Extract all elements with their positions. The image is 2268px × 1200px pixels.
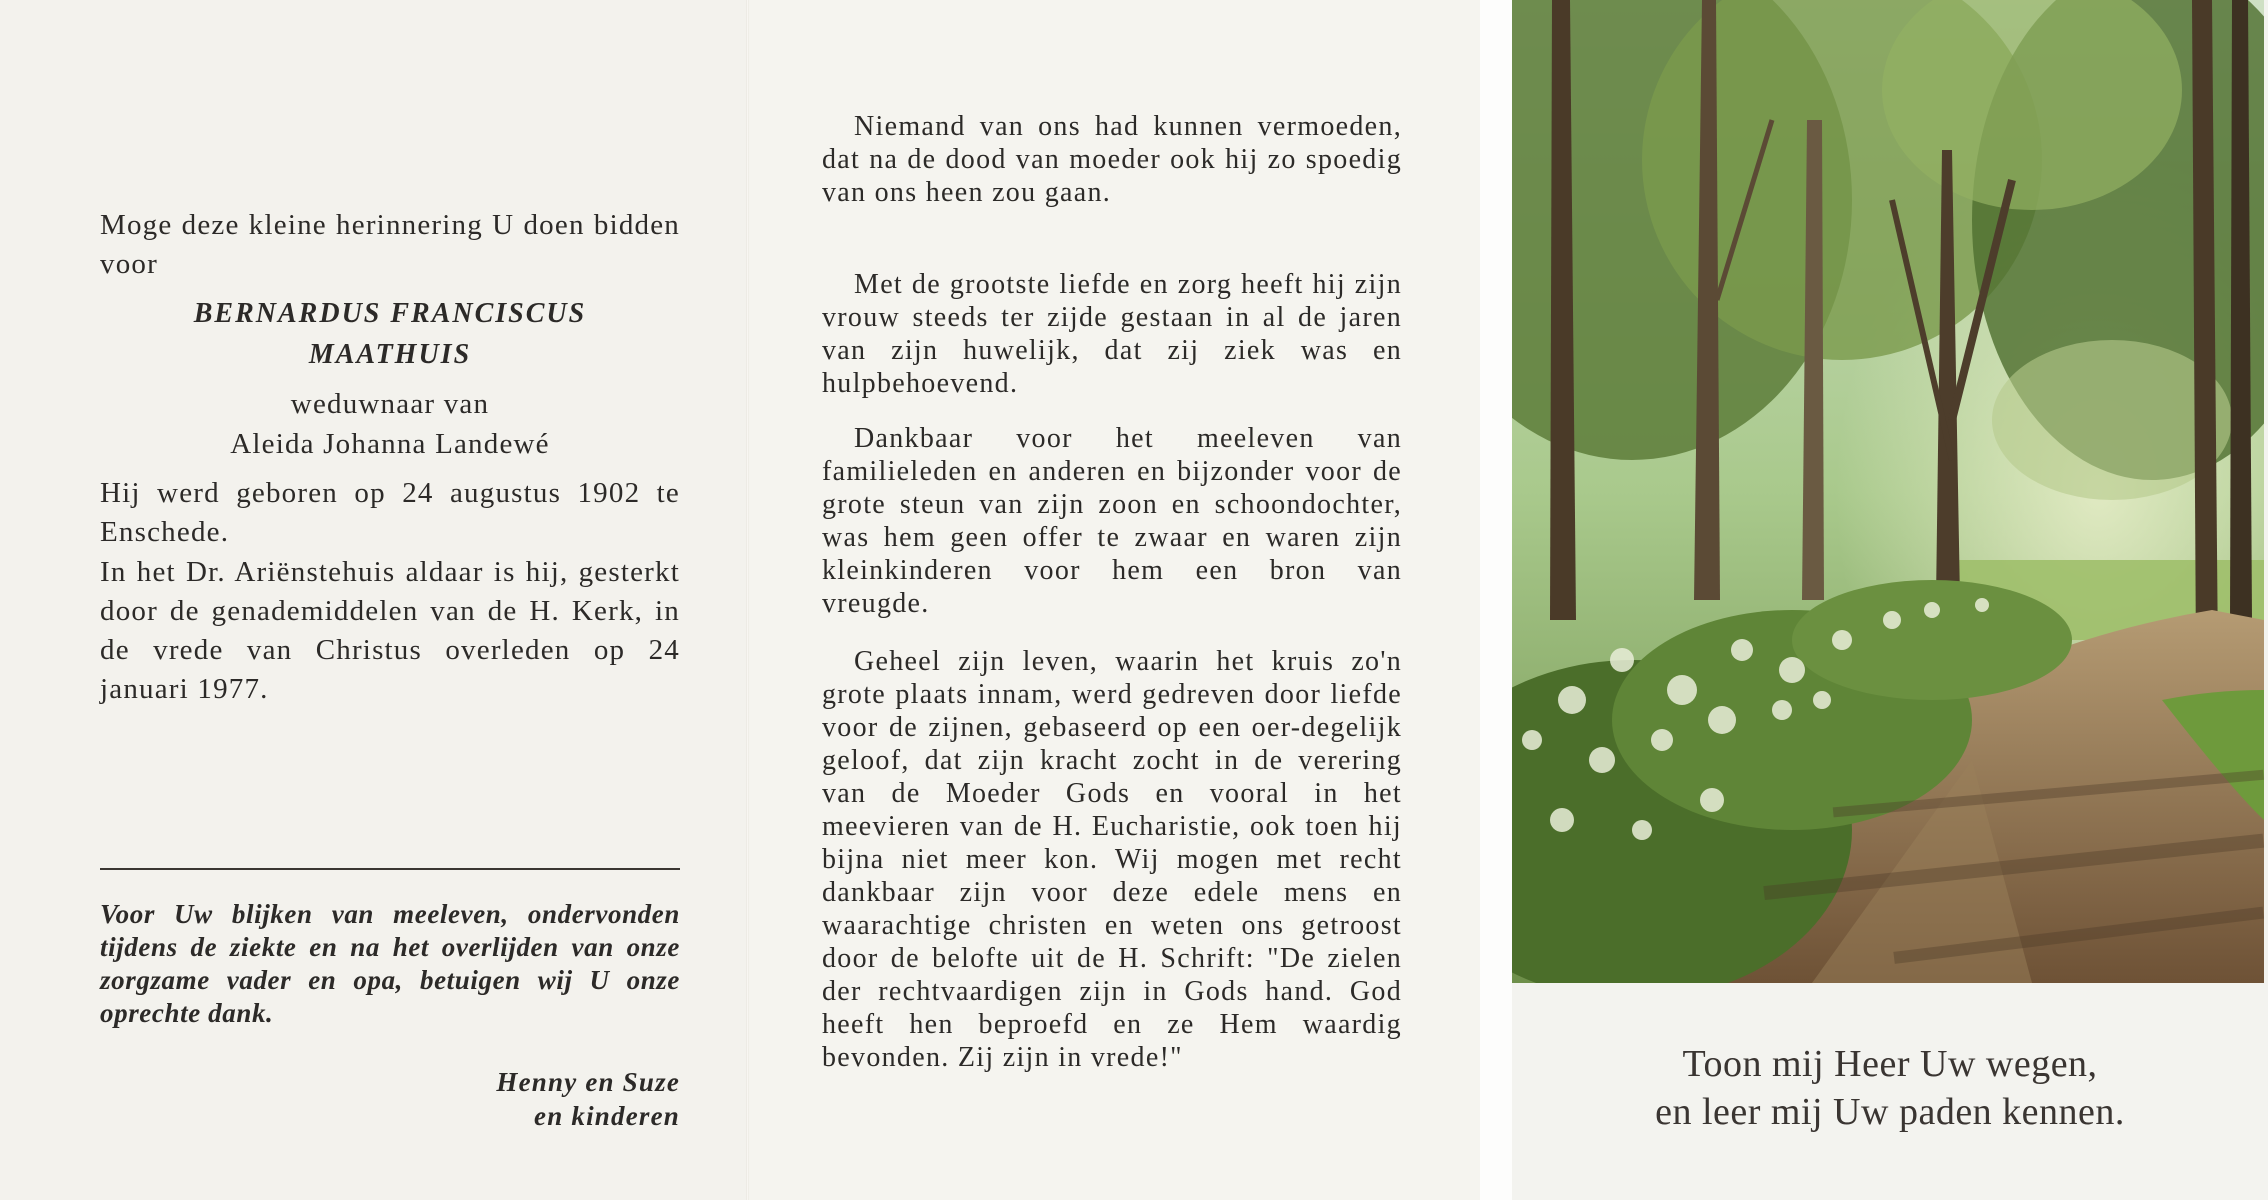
paragraph-2: Met de grootste liefde en zorg heeft hij zijn vrouw steeds ter zijde gestaan in al de jaren van zijn huwelijk, dat zij ziek was en hulpbehoevend. xyxy=(822,269,1402,399)
deceased-name-line2: MAATHUIS xyxy=(308,339,472,370)
caption-line2: en leer mij Uw paden kennen. xyxy=(1655,1091,2125,1133)
caption-line1: Toon mij Heer Uw wegen, xyxy=(1682,1043,2098,1085)
signature-line2: en kinderen xyxy=(534,1101,680,1131)
signature-line1: Henny en Suze xyxy=(496,1067,680,1097)
card-gap xyxy=(1480,0,1512,1200)
widower-label: weduwnaar van xyxy=(290,388,490,420)
divider-line xyxy=(100,868,680,870)
paragraph-3: Dankbaar voor het meeleven van familieleden en anderen en bijzonder voor de grote steun van zijn zoon en schoondochter, was hem geen offer te zwaar en waren zijn kleinkinderen voor hem een bron van vreugde. xyxy=(822,423,1402,619)
birth-text: Hij werd geboren op 24 augustus 1902 te Enschede. xyxy=(100,477,680,548)
card-fold xyxy=(746,0,749,1200)
paragraph-1: Niemand van ons had kunnen vermoeden, dat na de dood van moeder ook hij zo spoedig van ons heen zou gaan. xyxy=(822,111,1402,208)
death-text: In het Dr. Ariënstehuis aldaar is hij, gesterkt door de genademiddelen van de H. Kerk, in de vrede van Christus overleden op 24 januari 1977. xyxy=(100,556,680,705)
paragraph-4: Geheel zijn leven, waarin het kruis zo'n grote plaats innam, werd gedreven door liefde voor de zijnen, gebaseerd op een oer-degelijk geloof, dat zijn kracht zocht in de verering van de Moeder Gods en vooral in het meevieren van de H. Eucharistie, ook toen hij bijna niet meer kon. Wij mogen met recht dankbaar zijn voor deze edele mens en waarachtige christen en weten ons getroost door de belofte uit de H. Schrift: "De zielen der rechtvaardigen zijn in Gods hand. God heeft hen beproefd en ze Hem waardig bevonden. Zij zijn in vrede!" xyxy=(822,646,1402,1073)
forest-path-photo xyxy=(1512,0,2264,983)
spouse-name: Aleida Johanna Landewé xyxy=(230,428,550,460)
thanks-text: Voor Uw blijken van meeleven, ondervonden tijdens de ziekte en na het overlijden van onze zorgzame vader en opa, betuigen wij U onze oprechte dank. xyxy=(100,899,680,1028)
deceased-name-line1: BERNARDUS FRANCISCUS xyxy=(193,298,587,329)
intro-text: Moge deze kleine herinnering U doen bidden voor xyxy=(100,209,680,280)
